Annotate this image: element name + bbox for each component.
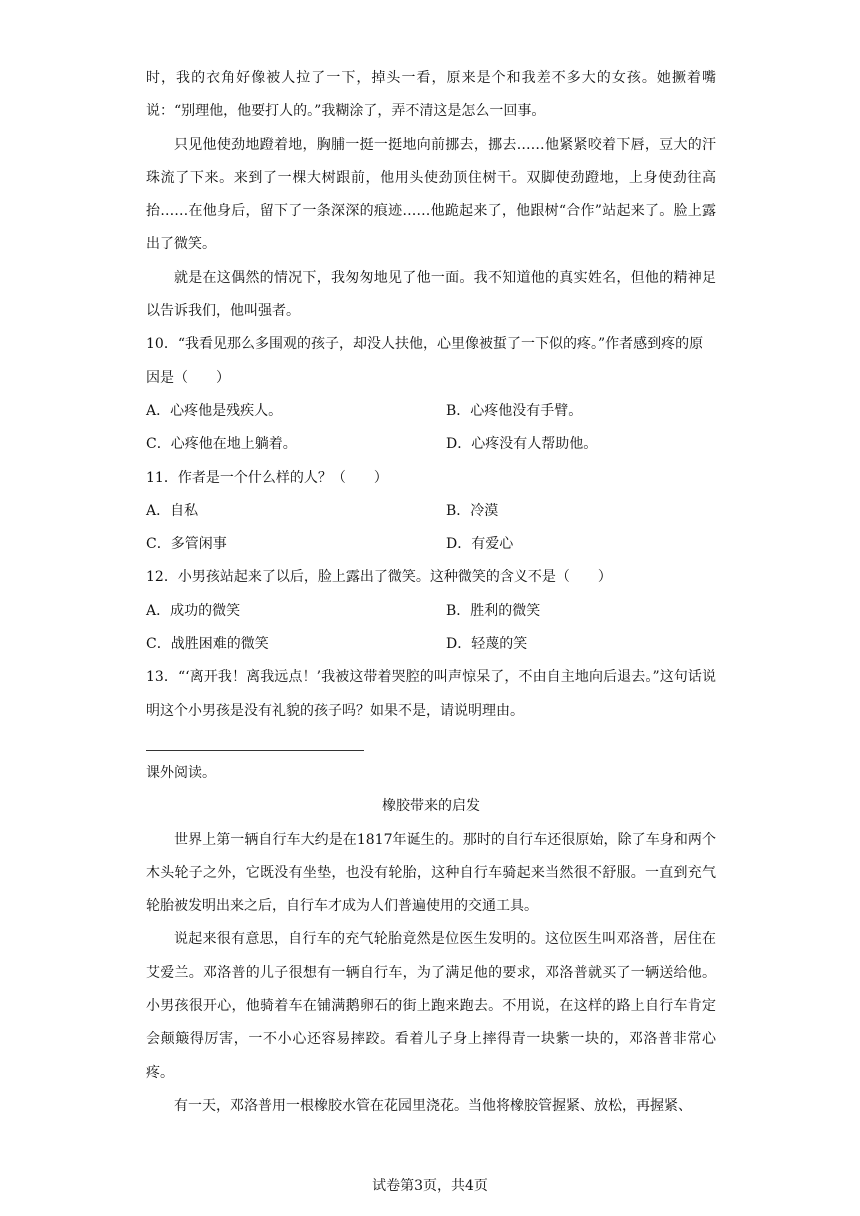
section-label: 课外阅读。 (146, 764, 216, 781)
question-10-options-row (146, 428, 716, 461)
question-11-options-row (146, 528, 716, 561)
question-13-stem: 13．“‘离开我！离我远点！’我被这带着哭腔的叫声惊呆了，不由自主地向后退去。”这句话说明这个小男孩是没有礼貌的孩子吗？如果不是，请说明理由。 (146, 669, 716, 719)
question-10-stem: 10．“我看见那么多围观的孩子，却没人扶他，心里像被蜇了一下似的疼。”作者感到疼的原因是（ ） (146, 336, 704, 386)
question-12-option-d[interactable]: D．轻蔑的笑 (446, 636, 528, 653)
passage1-paragraph: 时，我的衣角好像被人拉了一下，掉头一看，原来是个和我差不多大的女孩。她撅着嘴说：“别理他，他要打人的。”我糊涂了，弄不清这是怎么一回事。 (146, 70, 716, 120)
question-11-option-b[interactable]: B．冷漠 (446, 502, 499, 519)
passage2-paragraph: 说起来很有意思，自行车的充气轮胎竟然是位医生发明的。这位医生叫邓洛普，居住在艾爱兰。邓洛普的儿子很想有一辆自行车，为了满足他的要求，邓洛普就买了一辆送给他。小男孩很开心，他骑着车在铺满鹅卵石的街上跑来跑去。不用说，在这样的路上自行车肯定会颠簸得厉害，一不小心还容易摔跤。看着儿子身上摔得青一块紫一块的，邓洛普非常心疼。 (146, 931, 716, 1081)
question-12-options-row (146, 595, 716, 628)
question-10-option-a[interactable]: A．心疼他是残疾人。 (146, 402, 283, 419)
answer-blank-line[interactable] (146, 750, 364, 751)
page-footer: 试卷第3页，共4页 (372, 1178, 488, 1194)
passage1-paragraph: 就是在这偶然的情况下，我匆匆地见了他一面。我不知道他的真实姓名，但他的精神足以告诉我们，他叫强者。 (146, 269, 716, 320)
question-11-options-row (146, 495, 716, 528)
passage1-paragraph: 只见他使劲地蹬着地，胸脯一挺一挺地向前挪去，挪去……他紧紧咬着下唇，豆大的汗珠流了下来。来到了一棵大树跟前，他用头使劲顶住树干。双脚使劲蹬地，上身使劲往高抬……在他身后，留下了一条深深的痕迹……他跪起来了，他跟树“合作”站起来了。脸上露出了微笑。 (146, 136, 716, 253)
question-11-option-c[interactable]: C．多管闲事 (146, 536, 227, 553)
question-12-options-row (146, 628, 716, 661)
passage2-title: 橡胶带来的启发 (382, 798, 480, 815)
question-11-stem: 11．作者是一个什么样的人？（ ） (146, 469, 388, 486)
passage2-paragraph: 世界上第一辆自行车大约是在1817年诞生的。那时的自行车还很原始，除了车身和两个木头轮子之外，它既没有坐垫，也没有轮胎，这种自行车骑起来当然很不舒服。一直到充气轮胎被发明出来之后，自行车才成为人们普遍使用的交通工具。 (146, 831, 716, 915)
passage2-paragraph: 有一天，邓洛普用一根橡胶水管在花园里浇花。当他将橡胶管握紧、放松，再握紧、 (174, 1097, 692, 1114)
question-10-option-b[interactable]: B．心疼他没有手臂。 (446, 402, 583, 419)
question-10-options-row (146, 395, 716, 428)
question-11-option-d[interactable]: D．有爱心 (446, 536, 514, 553)
question-12-option-a[interactable]: A．成功的微笑 (146, 602, 241, 619)
question-10-option-c[interactable]: C．心疼他在地上躺着。 (146, 436, 297, 453)
question-11-option-a[interactable]: A．自私 (146, 502, 199, 519)
page-content (146, 62, 716, 1123)
question-12-option-b[interactable]: B．胜利的微笑 (446, 602, 541, 619)
question-12-option-c[interactable]: C．战胜困难的微笑 (146, 636, 269, 653)
question-12-stem: 12．小男孩站起来了以后，脸上露出了微笑。这种微笑的含义不是（ ） (146, 569, 612, 586)
question-10-option-d[interactable]: D．心疼没有人帮助他。 (446, 436, 598, 453)
